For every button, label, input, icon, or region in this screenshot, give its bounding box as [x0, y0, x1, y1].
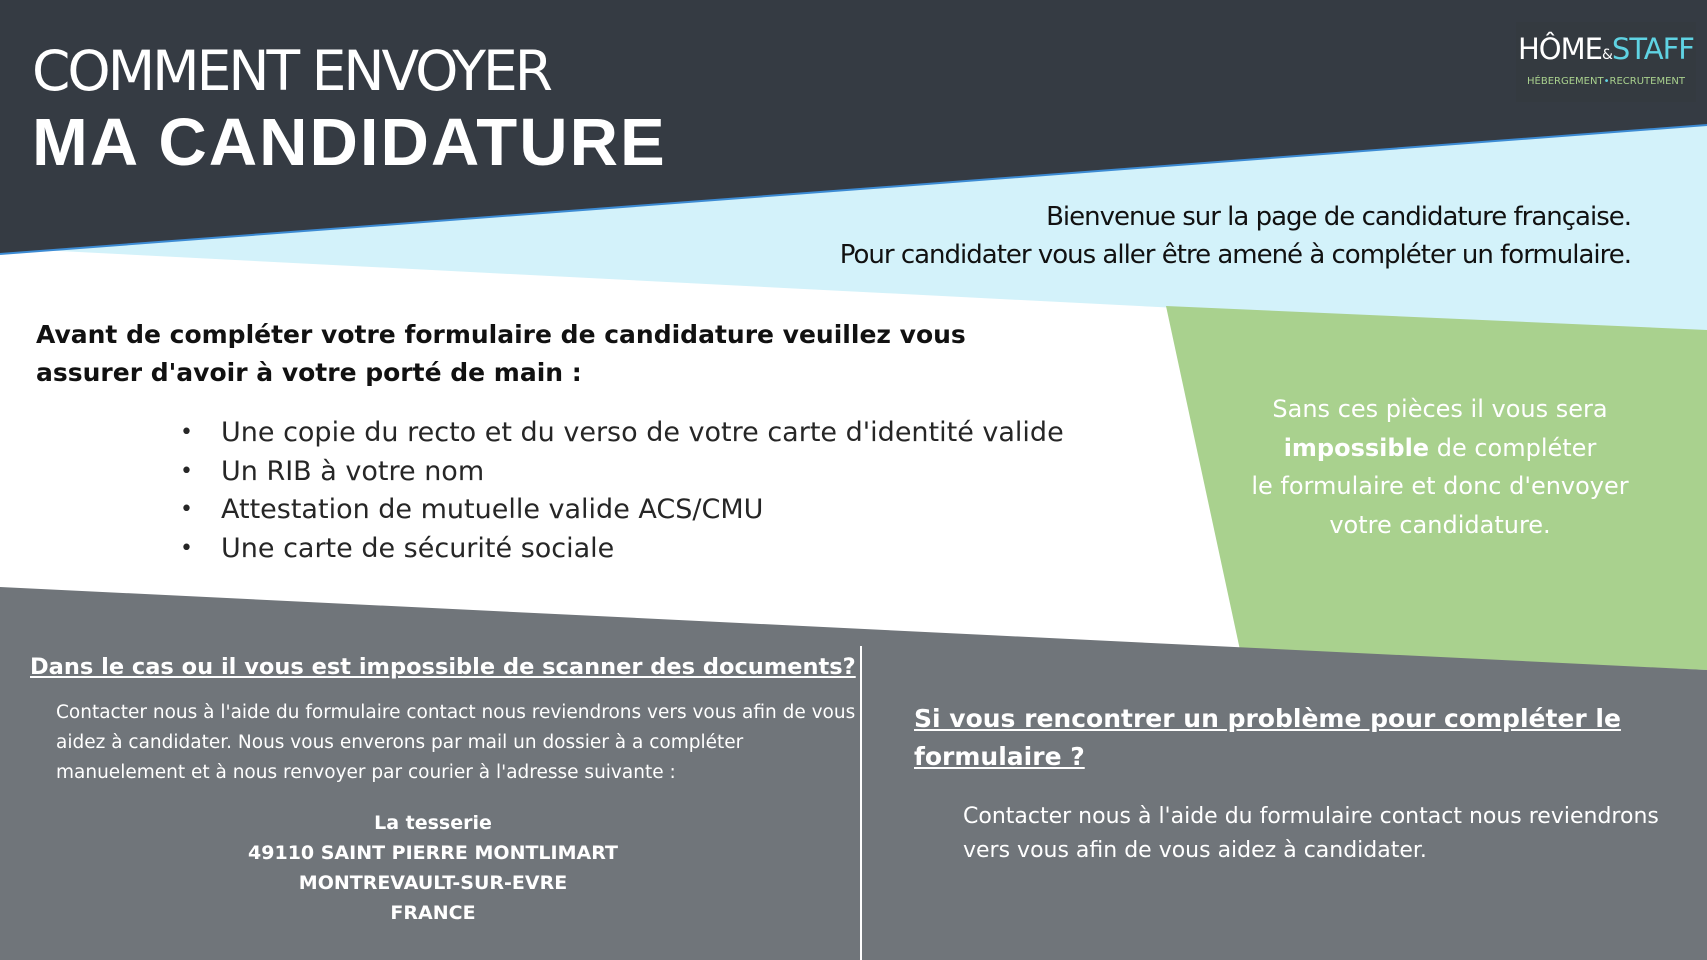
problem-section-text: Contacter nous à l'aide du formulaire contact nous reviendrons vers vous afin de vous aidez à candidater. — [963, 804, 1659, 863]
warning-line2 — [1220, 429, 1660, 468]
bullet-icon: • — [180, 458, 193, 484]
scan-section-text: Contacter nous à l'aide du formulaire contact nous reviendrons vers vous afin de vous aidez à candidater. Nous vous enverons par mail un dossier à a compléter manuelement et à nous renvoyer par courier à l'adresse suivante : — [56, 702, 856, 783]
page-title-line1: COMMENT ENVOYER — [32, 39, 550, 103]
bullet-icon: • — [180, 535, 193, 561]
address-line4: FRANCE — [390, 902, 476, 924]
welcome-line1: Bienvenue sur la page de candidature française. — [1046, 202, 1631, 232]
list-item-text: Une carte de sécurité sociale — [221, 532, 615, 564]
scan-section-title: Dans le cas ou il vous est impossible de scanner des documents? — [30, 654, 856, 680]
logo-name — [1516, 32, 1696, 72]
warning-line1: Sans ces pièces il vous sera — [1272, 395, 1608, 423]
list-item — [180, 491, 1064, 530]
list-item — [180, 453, 1064, 492]
list-item-text: Attestation de mutuelle valide ACS/CMU — [221, 494, 764, 525]
list-item-text: Un RIB à votre nom — [221, 455, 485, 487]
logo-name-home: HÔME — [1518, 32, 1602, 66]
address-line3: MONTREVAULT-SUR-EVRE — [298, 872, 568, 894]
problem-section-title: Si vous rencontrer un problème pour compléter le formulaire ? — [914, 704, 1621, 771]
bullet-icon: • — [180, 497, 193, 522]
address-line1: La tesserie — [374, 812, 492, 834]
bullet-icon: • — [180, 420, 193, 445]
warning-emphasis: impossible — [1283, 433, 1430, 462]
page-title-line2: MA CANDIDATURE — [32, 105, 667, 180]
warning-message — [1220, 390, 1660, 544]
welcome-message — [840, 198, 1631, 274]
logo-ampersand: & — [1601, 47, 1612, 63]
requirements-list — [180, 414, 1064, 568]
welcome-line2: Pour candidater vous aller être amené à compléter un formulaire. — [839, 240, 1631, 270]
list-item — [180, 530, 1064, 569]
warning-line2-rest: de compléter — [1429, 433, 1597, 462]
logo-name-staff: STAFF — [1611, 32, 1694, 66]
section-divider — [860, 646, 862, 960]
list-item — [180, 414, 1064, 453]
logo-tagline-separator: • — [1603, 76, 1610, 87]
logo-tagline-part2: RECRUTEMENT — [1609, 76, 1685, 87]
warning-line3: le formulaire et donc d'envoyer — [1251, 472, 1629, 500]
list-item-text: Une copie du recto et du verso de votre carte d'identité valide — [221, 417, 1064, 448]
warning-line4: votre candidature. — [1329, 510, 1551, 539]
address-line2: 49110 SAINT PIERRE MONTLIMART — [248, 842, 618, 864]
postal-address — [200, 808, 666, 928]
logo-tagline-part1: HÉBERGEMENT — [1527, 76, 1604, 87]
intro-text: Avant de compléter votre formulaire de candidature veuillez vous assurer d'avoir à votre porté de main : — [36, 320, 966, 387]
home-staff-logo — [1516, 22, 1696, 102]
logo-tagline — [1516, 76, 1696, 88]
